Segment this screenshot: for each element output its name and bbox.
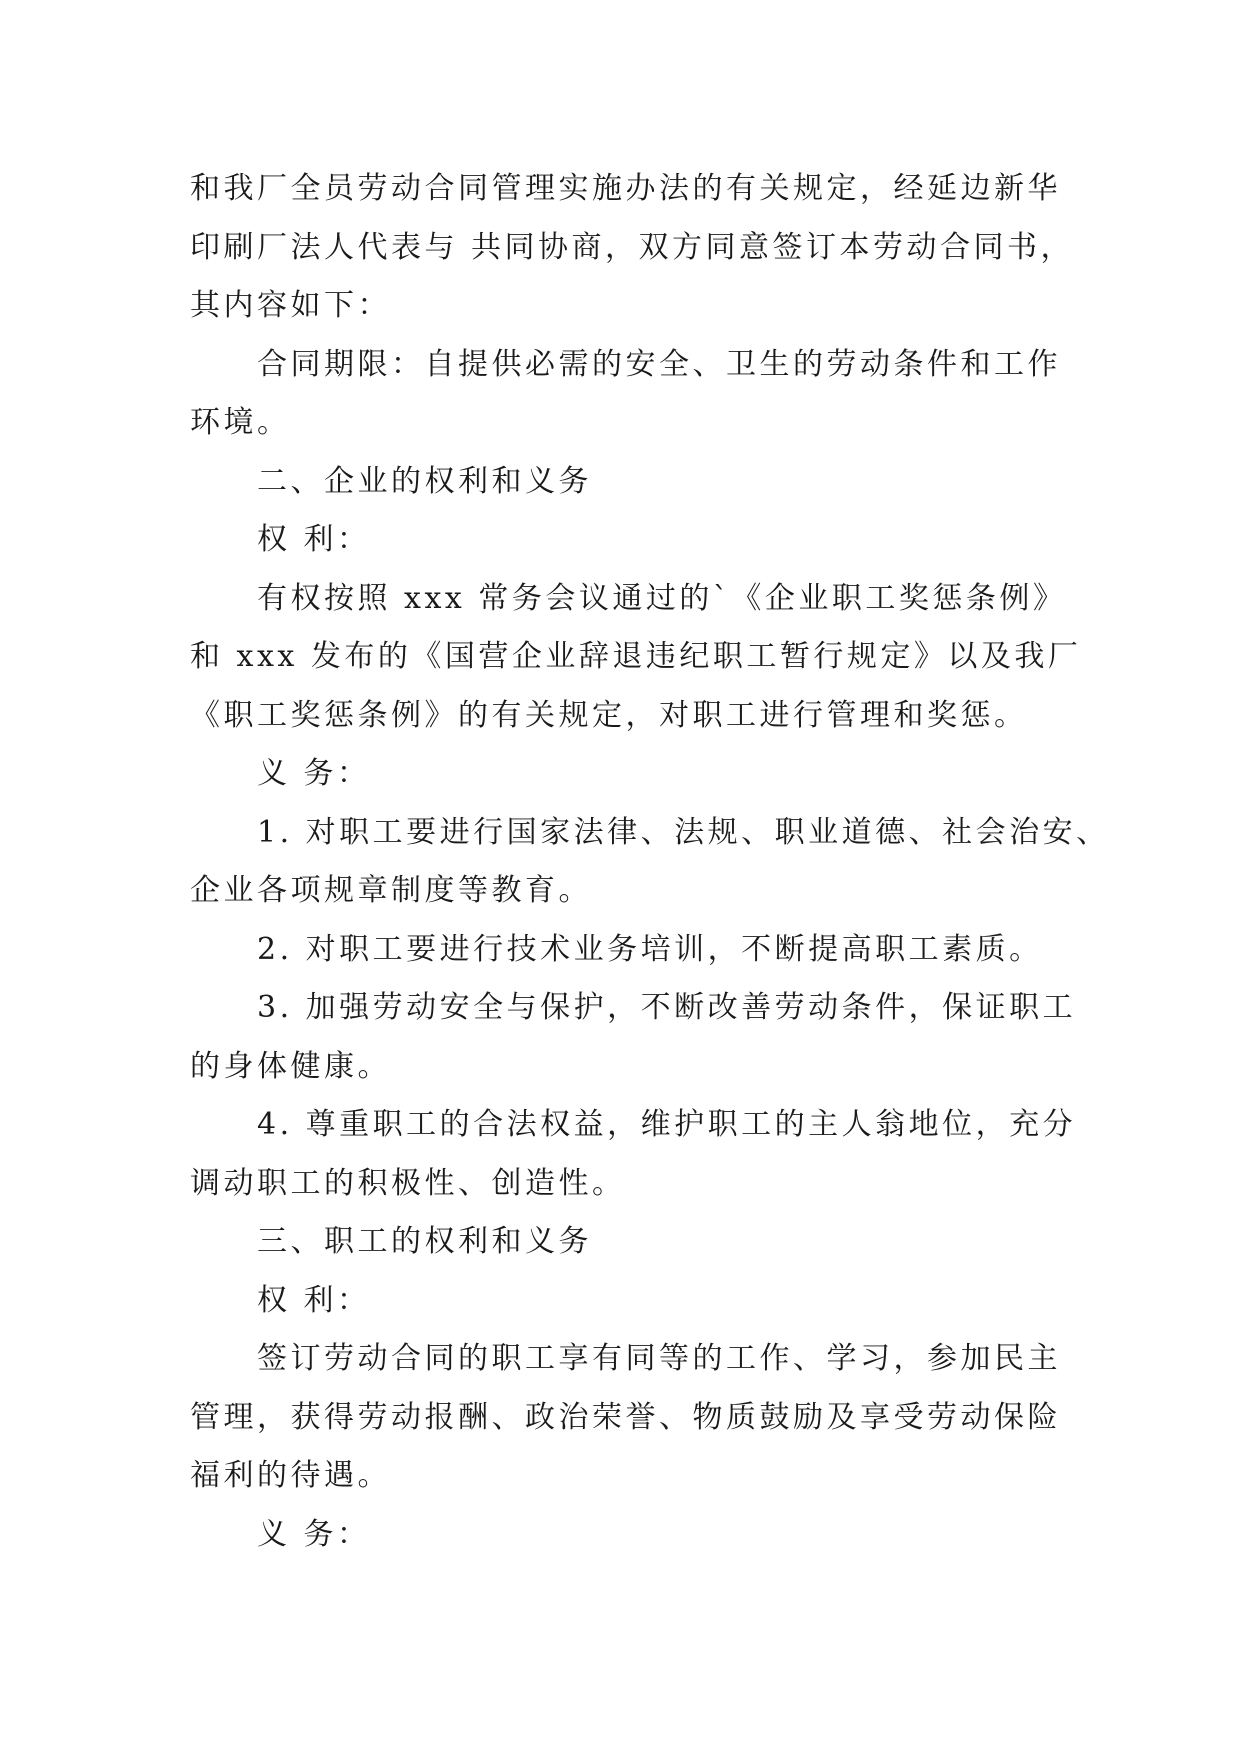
document-body	[190, 160, 1110, 1564]
text-line: 权 利：	[257, 1282, 371, 1318]
text-line: 环境。	[190, 405, 291, 440]
text-line: 和我厂全员劳动合同管理实施办法的有关规定，经延边新华	[190, 171, 1061, 206]
text-line: 其内容如下：	[190, 288, 391, 323]
text-line: 权 利：	[257, 522, 371, 557]
text-line: 和 xxx 发布的《国营企业辞退违纪职工暂行规定》以及我厂	[190, 639, 1082, 674]
text-line: 福利的待遇。	[190, 1458, 391, 1493]
text-line: 3. 加强劳动安全与保护，不断改善劳动条件，保证职工	[257, 990, 1077, 1025]
text-line: 企业各项规章制度等教育。	[190, 873, 592, 908]
text-line: 合同期限：自提供必需的安全、卫生的劳动条件和工作	[257, 346, 1061, 382]
text-line: 1. 对职工要进行国家法律、法规、职业道德、社会治安、	[257, 814, 1110, 850]
text-line: 的身体健康。	[190, 1048, 391, 1084]
text-line: 4. 尊重职工的合法权益，维护职工的主人翁地位，充分	[257, 1107, 1077, 1142]
text-line: 印刷厂法人代表与 共同协商，双方同意签订本劳动合同书，	[190, 229, 1075, 265]
text-line: 义 务：	[257, 756, 371, 791]
text-line: 管理，获得劳动报酬、政治荣誉、物质鼓励及享受劳动保险	[190, 1399, 1061, 1435]
text-line: 签订劳动合同的职工享有同等的工作、学习，参加民主	[257, 1341, 1061, 1376]
text-line: 二、企业的权利和义务	[257, 463, 592, 499]
text-line: 有权按照 xxx 常务会议通过的`《企业职工奖惩条例》	[257, 580, 1067, 616]
text-line: 2. 对职工要进行技术业务培训，不断提高职工素质。	[257, 931, 1043, 967]
text-line: 三、职工的权利和义务	[257, 1224, 592, 1259]
text-line: 《职工奖惩条例》的有关规定，对职工进行管理和奖惩。	[190, 697, 1028, 733]
text-line: 调动职工的积极性、创造性。	[190, 1165, 626, 1201]
text-line: 义 务：	[257, 1516, 371, 1552]
